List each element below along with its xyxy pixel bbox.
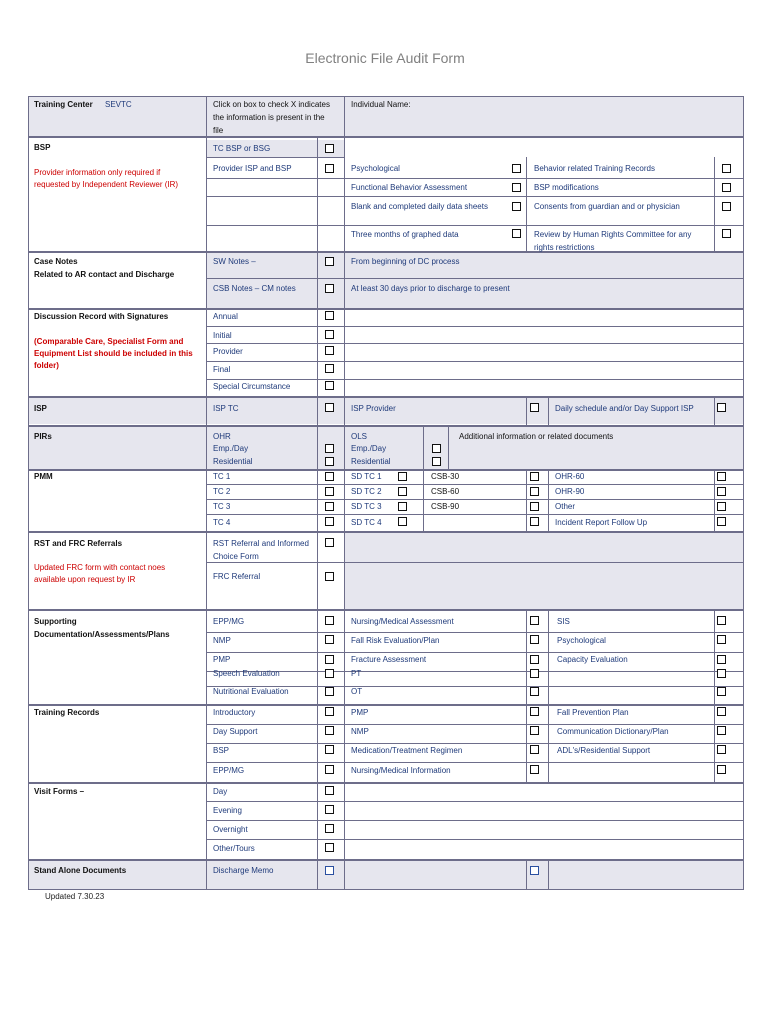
training-adl-label: ADL's/Residential Support — [557, 746, 651, 755]
pirs-ohr-res-checkbox[interactable] — [325, 457, 334, 466]
pmm-tc1-checkbox[interactable] — [325, 472, 334, 481]
pmm-csb30-checkbox[interactable] — [530, 472, 539, 481]
supporting-nmp-checkbox[interactable] — [325, 635, 334, 644]
pmm-ohr90-checkbox[interactable] — [717, 487, 726, 496]
visit-day-checkbox[interactable] — [325, 786, 334, 795]
discussion-special-label: Special Circumstance — [213, 382, 291, 391]
training-medication-checkbox[interactable] — [530, 745, 539, 754]
rst-referral-label: RST Referral and Informed Choice Form — [213, 539, 309, 561]
sw-notes-desc: From beginning of DC process — [351, 257, 460, 266]
bsp-label: BSP — [34, 143, 51, 152]
bsp-modifications-checkbox[interactable] — [722, 183, 731, 192]
rst-referral-checkbox[interactable] — [325, 538, 334, 547]
pmm-sd1-checkbox[interactable] — [398, 472, 407, 481]
tc-bsp-label: TC BSP or BSG — [213, 144, 271, 153]
supporting-sis-label: SIS — [557, 617, 570, 626]
supporting-pmp-checkbox[interactable] — [325, 655, 334, 664]
pmm-tc2-checkbox[interactable] — [325, 487, 334, 496]
training-epp-label: EPP/MG — [213, 766, 245, 775]
training-medication-label: Medication/Treatment Regimen — [351, 746, 463, 755]
supporting-ot-checkbox[interactable] — [530, 687, 539, 696]
supporting-ot-label: OT — [351, 687, 363, 696]
pmm-label: PMM — [34, 472, 53, 481]
additional-info-label: Additional information or related documents — [459, 432, 614, 441]
training-adl-checkbox[interactable] — [717, 745, 726, 754]
supporting-pmp-label: PMP — [213, 655, 231, 664]
discharge-memo-label: Discharge Memo — [213, 866, 274, 875]
pmm-sd4-label: SD TC 4 — [351, 518, 382, 527]
isp-provider-checkbox[interactable] — [530, 403, 539, 412]
behavior-training-checkbox[interactable] — [722, 164, 731, 173]
training-intro-label: Introductory — [213, 708, 256, 717]
checkbox-instructions: Click on box to check X indicates the information is present in the file — [213, 100, 330, 135]
provider-isp-checkbox[interactable] — [325, 164, 334, 173]
training-nmp-checkbox[interactable] — [530, 726, 539, 735]
pmm-ohr90-label: OHR-90 — [555, 487, 585, 496]
training-fall-checkbox[interactable] — [717, 707, 726, 716]
visit-evening-label: Evening — [213, 806, 242, 815]
training-epp-checkbox[interactable] — [325, 765, 334, 774]
rst-label: RST and FRC Referrals — [34, 539, 123, 548]
pmm-sd2-checkbox[interactable] — [398, 487, 407, 496]
sw-notes-checkbox[interactable] — [325, 257, 334, 266]
isp-label: ISP — [34, 404, 47, 413]
training-pmp-checkbox[interactable] — [530, 707, 539, 716]
pirs-ols-res-label: Residential — [351, 457, 391, 466]
visit-other-checkbox[interactable] — [325, 843, 334, 852]
blank-daily-data-checkbox[interactable] — [512, 202, 521, 211]
behavior-training-label: Behavior related Training Records — [534, 164, 655, 173]
discussion-annual-checkbox[interactable] — [325, 311, 334, 320]
pmm-ohr60-checkbox[interactable] — [717, 472, 726, 481]
pmm-sd3-checkbox[interactable] — [398, 502, 407, 511]
supporting-nursing-checkbox[interactable] — [530, 616, 539, 625]
training-intro-checkbox[interactable] — [325, 707, 334, 716]
supporting-epp-checkbox[interactable] — [325, 616, 334, 625]
blank-daily-data-label: Blank and completed daily data sheets — [351, 202, 488, 211]
pmm-tc4-checkbox[interactable] — [325, 517, 334, 526]
visit-overnight-checkbox[interactable] — [325, 824, 334, 833]
supporting-nursing-label: Nursing/Medical Assessment — [351, 617, 454, 626]
pmm-incident-label: Incident Report Follow Up — [555, 518, 648, 527]
daily-schedule-label: Daily schedule and/or Day Support ISP — [555, 404, 694, 413]
supporting-capacity-label: Capacity Evaluation — [557, 655, 628, 664]
stand-alone-blank-checkbox[interactable] — [530, 866, 539, 875]
daily-schedule-checkbox[interactable] — [717, 403, 726, 412]
pmm-tc1-label: TC 1 — [213, 472, 231, 481]
sw-notes-label: SW Notes – — [213, 257, 256, 266]
pirs-ols-emp-label: Emp./Day — [351, 444, 387, 453]
training-day-support-label: Day Support — [213, 727, 258, 736]
pmm-csb60-label: CSB-60 — [431, 487, 460, 496]
visit-evening-checkbox[interactable] — [325, 805, 334, 814]
discussion-initial-label: Initial — [213, 331, 232, 340]
pirs-ohr-label: OHR — [213, 432, 231, 441]
supporting-fracture-label: Fracture Assessment — [351, 655, 427, 664]
pmm-tc3-checkbox[interactable] — [325, 502, 334, 511]
isp-tc-label: ISP TC — [213, 404, 239, 413]
graphed-data-label: Three months of graphed data — [351, 230, 459, 239]
consents-checkbox[interactable] — [722, 202, 731, 211]
case-notes-sublabel: Related to AR contact and Discharge — [34, 270, 175, 279]
bsp-modifications-label: BSP modifications — [534, 183, 599, 192]
csb-notes-label: CSB Notes – CM notes — [213, 284, 296, 293]
tc-bsp-checkbox[interactable] — [325, 144, 334, 153]
pmm-ohr60-label: OHR-60 — [555, 472, 585, 481]
supporting-speech-checkbox[interactable] — [325, 669, 334, 678]
functional-assessment-checkbox[interactable] — [512, 183, 521, 192]
training-day-support-checkbox[interactable] — [325, 726, 334, 735]
psychological-label: Psychological — [351, 164, 400, 173]
pmm-other-label: Other — [555, 502, 576, 511]
human-rights-label: Review by Human Rights Committee for any rights restrictions — [534, 230, 692, 252]
discussion-final-checkbox[interactable] — [325, 364, 334, 373]
supporting-nutrition-label: Nutritional Evaluation — [213, 687, 289, 696]
supporting-nmp-label: NMP — [213, 636, 231, 645]
frc-referral-label: FRC Referral — [213, 572, 261, 581]
discharge-memo-checkbox[interactable] — [325, 866, 334, 875]
visit-day-label: Day — [213, 787, 228, 796]
supporting-capacity-checkbox[interactable] — [717, 655, 726, 664]
pmm-blank-checkbox[interactable] — [530, 517, 539, 526]
supporting-nutrition-checkbox[interactable] — [325, 687, 334, 696]
supporting-epp-label: EPP/MG — [213, 617, 245, 626]
training-bsp-checkbox[interactable] — [325, 745, 334, 754]
discussion-initial-checkbox[interactable] — [325, 330, 334, 339]
pmm-csb90-label: CSB-90 — [431, 502, 460, 511]
supporting-fall-risk-checkbox[interactable] — [530, 635, 539, 644]
supporting-fall-risk-label: Fall Risk Evaluation/Plan — [351, 636, 440, 645]
isp-tc-checkbox[interactable] — [325, 403, 334, 412]
rst-note: Updated FRC form with contact noes available upon request by IR — [34, 563, 166, 584]
discussion-label: Discussion Record with Signatures — [34, 312, 169, 321]
graphed-data-checkbox[interactable] — [512, 229, 521, 238]
training-bsp-label: BSP — [213, 746, 230, 755]
discussion-provider-label: Provider — [213, 347, 243, 356]
pirs-ohr-emp-label: Emp./Day — [213, 444, 249, 453]
psychological-checkbox[interactable] — [512, 164, 521, 173]
training-communication-label: Communication Dictionary/Plan — [557, 727, 669, 736]
training-pmp-label: PMP — [351, 708, 369, 717]
consents-label: Consents from guardian and or physician — [534, 202, 680, 211]
supporting-speech-label: Speech Evaluation — [213, 669, 280, 678]
training-fall-label: Fall Prevention Plan — [557, 708, 629, 717]
supporting-sis-checkbox[interactable] — [717, 616, 726, 625]
training-label: Training Records — [34, 708, 100, 717]
discussion-special-checkbox[interactable] — [325, 381, 334, 390]
case-notes-label: Case Notes — [34, 257, 78, 266]
pmm-sd3-label: SD TC 3 — [351, 502, 382, 511]
individual-name-label: Individual Name: — [351, 100, 411, 109]
csb-notes-desc: At least 30 days prior to discharge to present — [351, 284, 510, 293]
pirs-label: PIRs — [34, 432, 52, 441]
page-title: Electronic File Audit Form — [305, 50, 465, 66]
supporting-blank1-checkbox[interactable] — [717, 669, 726, 678]
training-nmp-label: NMP — [351, 727, 369, 736]
provider-isp-label: Provider ISP and BSP — [213, 164, 292, 173]
pmm-incident-checkbox[interactable] — [717, 517, 726, 526]
pmm-tc2-label: TC 2 — [213, 487, 231, 496]
csb-notes-checkbox[interactable] — [325, 284, 334, 293]
pirs-ols-label: OLS — [351, 432, 368, 441]
discussion-annual-label: Annual — [213, 312, 238, 321]
training-nursing-checkbox[interactable] — [530, 765, 539, 774]
discussion-note: (Comparable Care, Specialist Form and Equipment List should be included in this folder) — [34, 337, 193, 370]
pmm-tc3-label: TC 3 — [213, 502, 231, 511]
training-center-value: SEVTC — [105, 100, 132, 109]
functional-assessment-label: Functional Behavior Assessment — [351, 183, 468, 192]
pirs-ohr-res-label: Residential — [213, 457, 253, 466]
updated-date: Updated 7.30.23 — [45, 892, 105, 901]
pmm-sd1-label: SD TC 1 — [351, 472, 382, 481]
supporting-pt-label: PT — [351, 669, 362, 678]
pirs-ols-res-checkbox[interactable] — [432, 457, 441, 466]
stand-alone-label: Stand Alone Documents — [34, 866, 127, 875]
pmm-other-checkbox[interactable] — [717, 502, 726, 511]
training-blank-checkbox[interactable] — [717, 765, 726, 774]
visit-other-label: Other/Tours — [213, 844, 255, 853]
training-center-label: Training Center — [34, 100, 93, 109]
discussion-provider-checkbox[interactable] — [325, 346, 334, 355]
frc-referral-checkbox[interactable] — [325, 572, 334, 581]
pirs-ohr-emp-checkbox[interactable] — [325, 444, 334, 453]
visit-label: Visit Forms – — [34, 787, 85, 796]
training-communication-checkbox[interactable] — [717, 726, 726, 735]
pmm-sd4-checkbox[interactable] — [398, 517, 407, 526]
supporting-fracture-checkbox[interactable] — [530, 655, 539, 664]
training-nursing-label: Nursing/Medical Information — [351, 766, 451, 775]
pmm-tc4-label: TC 4 — [213, 518, 231, 527]
supporting-label: Supporting Documentation/Assessments/Plans — [34, 617, 170, 639]
pmm-csb30-label: CSB-30 — [431, 472, 460, 481]
discussion-final-label: Final — [213, 365, 231, 374]
pirs-ols-emp-checkbox[interactable] — [432, 444, 441, 453]
isp-provider-label: ISP Provider — [351, 404, 396, 413]
supporting-psych-label: Psychological — [557, 636, 606, 645]
supporting-blank2-checkbox[interactable] — [717, 687, 726, 696]
pmm-csb60-checkbox[interactable] — [530, 487, 539, 496]
bsp-note: Provider information only required if requested by Independent Reviewer (IR) — [34, 168, 179, 189]
visit-overnight-label: Overnight — [213, 825, 248, 834]
pmm-csb90-checkbox[interactable] — [530, 502, 539, 511]
supporting-psych-checkbox[interactable] — [717, 635, 726, 644]
supporting-pt-checkbox[interactable] — [530, 669, 539, 678]
pmm-sd2-label: SD TC 2 — [351, 487, 382, 496]
human-rights-checkbox[interactable] — [722, 229, 731, 238]
